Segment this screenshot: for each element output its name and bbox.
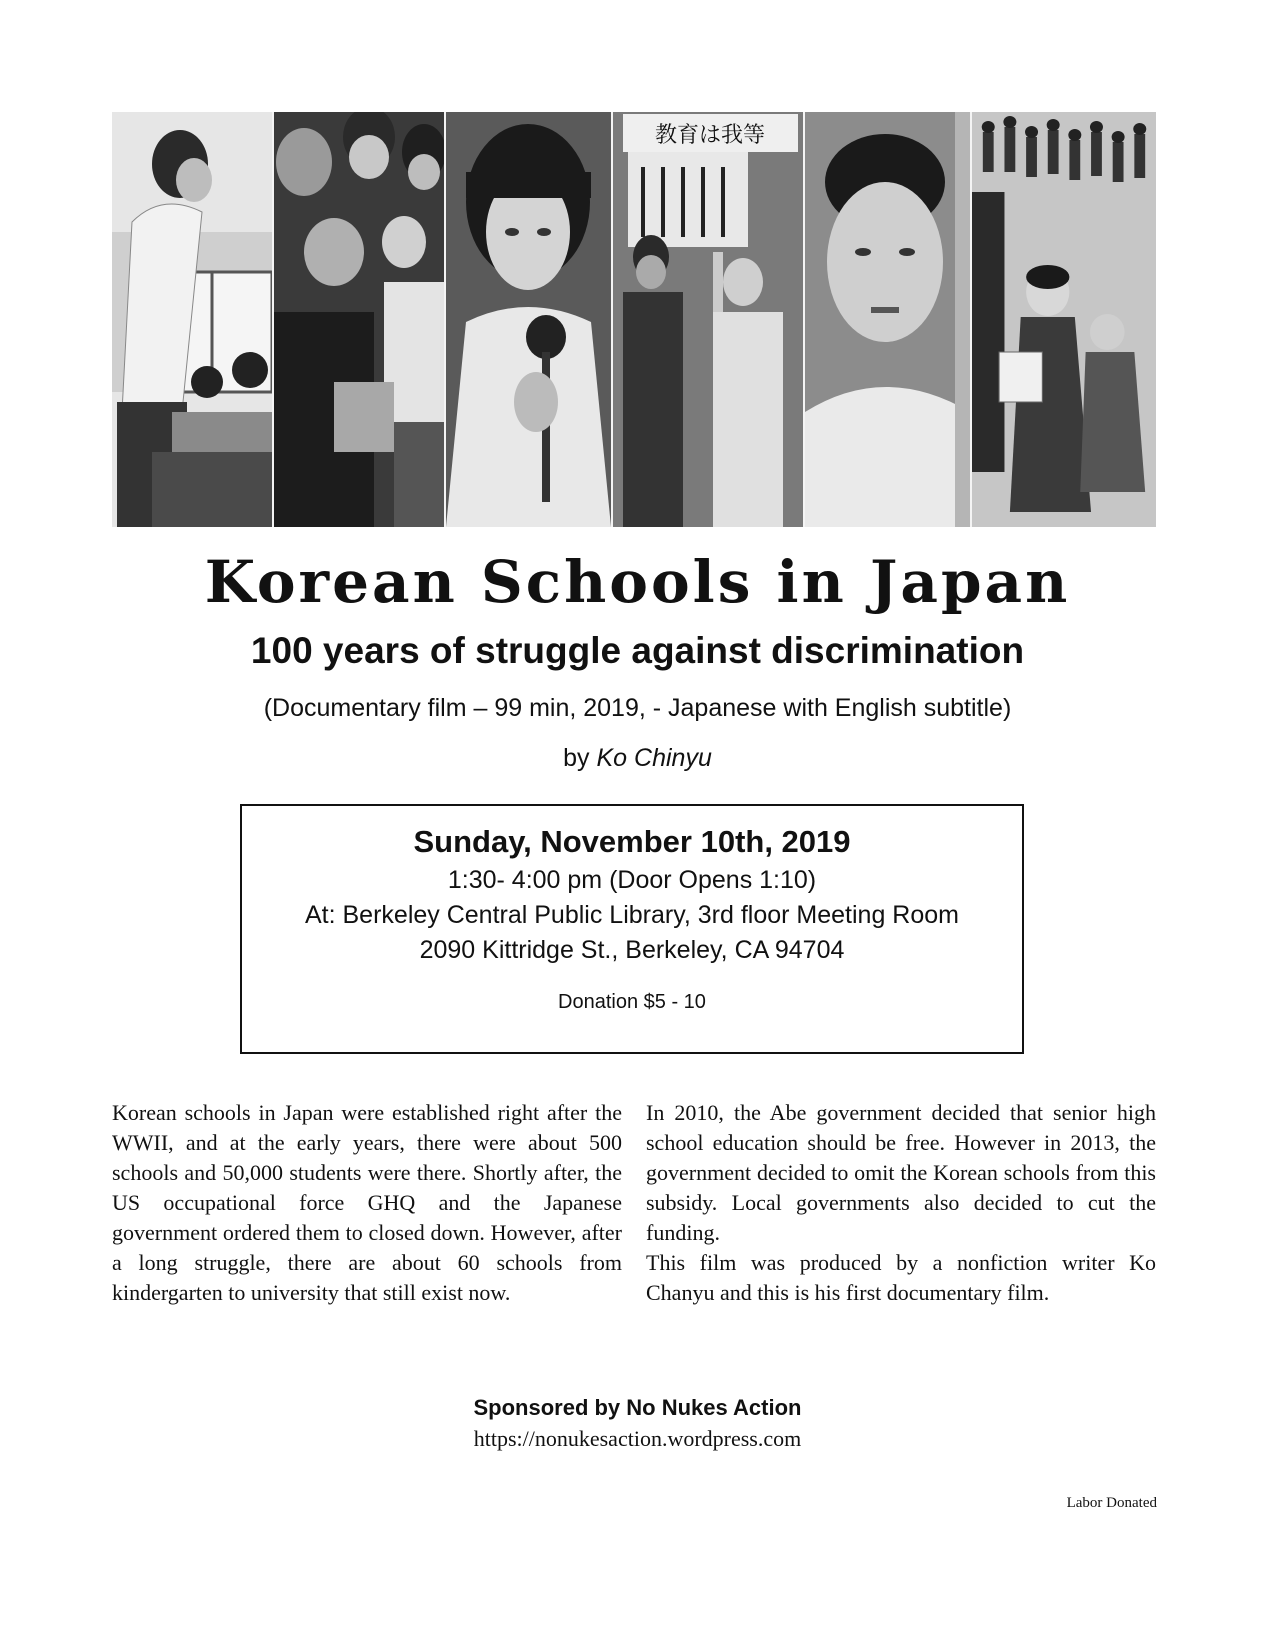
protest-sign-photo xyxy=(613,112,805,527)
man-portrait-photo xyxy=(805,112,972,527)
sponsor-label: Sponsored by No Nukes Action xyxy=(473,1395,802,1420)
page-title: Korean Schools in Japan xyxy=(204,548,1071,616)
byline-prefix: by xyxy=(563,744,597,772)
body-column-right xyxy=(646,1098,1156,1308)
sponsor-url[interactable]: https://nonukesaction.wordpress.com xyxy=(473,1426,802,1451)
film-info: (Documentary film – 99 min, 2019, - Japanese with English subtitle) xyxy=(263,694,1012,722)
body-column-left xyxy=(112,1098,622,1308)
photo-banner xyxy=(112,112,1156,527)
students-procession-photo xyxy=(972,112,1156,527)
event-donation: Donation $5 - 10 xyxy=(558,991,706,1013)
event-time: 1:30- 4:00 pm (Door Opens 1:10) xyxy=(447,866,817,894)
body-paragraph: Korean schools in Japan were established right after the WWII, and at the early years, there were about 500 schools and 50,000 students were there. Shortly after, the US occupational force GHQ and the Japanese government ordered them to closed down. However, after a long struggle, there are about 60 schools from kindergarten to university that still exist now. xyxy=(112,1100,622,1305)
event-details-box xyxy=(240,804,1024,1054)
event-address: 2090 Kittridge St., Berkeley, CA 94704 xyxy=(419,936,845,964)
body-paragraph: This film was produced by a nonfiction writer Ko Chanyu and this is his first documentary film. xyxy=(646,1250,1156,1305)
body-paragraph: In 2010, the Abe government decided that senior high school education should be free. However in 2013, the government decided to omit the Korean schools from this subsidy. Local governments also decided to cut the funding. xyxy=(646,1100,1156,1245)
crowd-children-photo xyxy=(274,112,446,527)
byline xyxy=(0,744,1275,773)
byline-author: Ko Chinyu xyxy=(596,744,712,772)
event-date: Sunday, November 10th, 2019 xyxy=(413,824,851,859)
sign-text: 教育は我等 xyxy=(654,123,766,148)
footnote: Labor Donated xyxy=(1066,1495,1157,1511)
girl-microphone-photo xyxy=(446,112,613,527)
event-venue: At: Berkeley Central Public Library, 3rd floor Meeting Room xyxy=(305,901,959,929)
page-subtitle: 100 years of struggle against discrimination xyxy=(250,630,1025,671)
teacher-classroom-photo xyxy=(112,112,274,527)
